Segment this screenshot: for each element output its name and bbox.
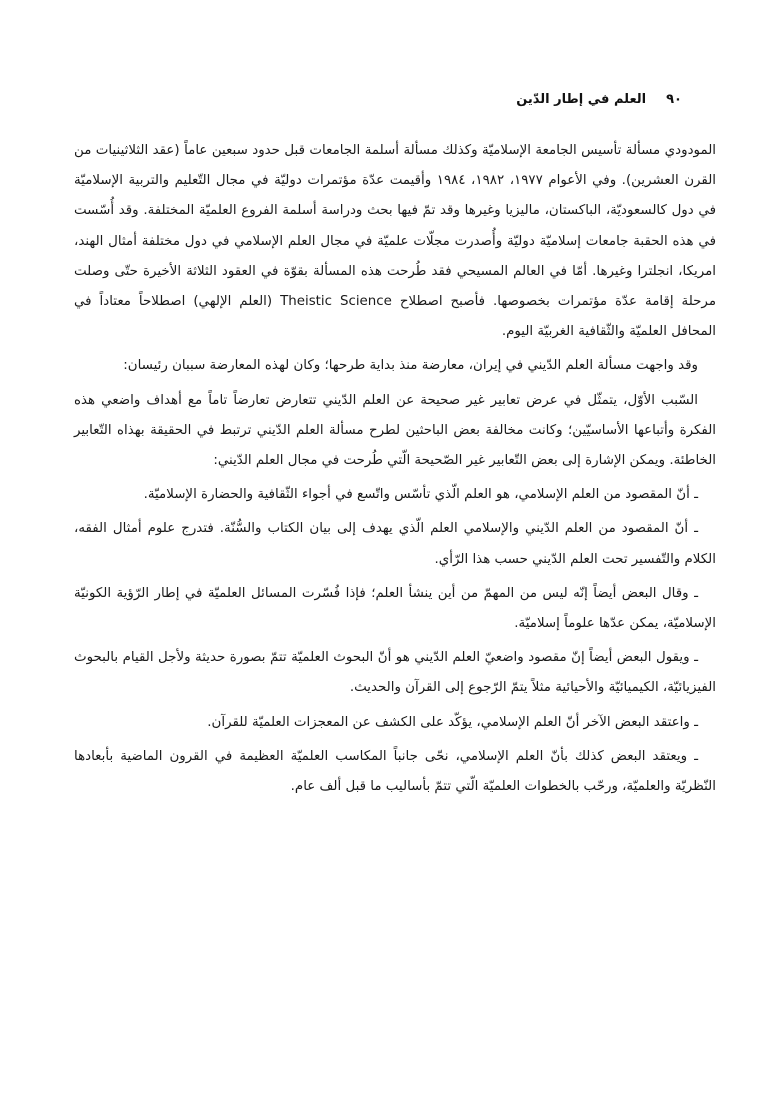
running-title: العلم في إطار الدّين — [516, 92, 647, 107]
paragraph-first-reason: السّبب الأوّل، يتمثّل في عرض تعابير غير صحيحة عن العلم الدّيني تتعارض تعارضاً تاماً مع أهداف واضعي هذه الفكرة وأتباعها الأساسيّين؛ وكانت مخالفة بعض الباحثين لطرح مسألة العلم الدّيني ترتبط في الحقيقة بهذاه التّعابير الخاطئة. ويمكن الإشارة إلى بعض التّعابير غير الصّحيحة الّتي طُرحت في مجال العلم الدّيني: — [74, 392, 716, 469]
body-text — [74, 136, 716, 806]
list-item: ـ أنّ المقصود من العلم الإسلامي، هو العلم الّذي تأسّس واتّسع في أجواء الثّقافية والحضارة الإسلاميّة. — [143, 487, 698, 503]
page-header — [516, 92, 682, 107]
list-item: ـ واعتقد البعض الآخر أنّ العلم الإسلامي، يؤكّد على الكشف عن المعجزات العلميّة للقرآن. — [207, 714, 698, 730]
paragraph-opposition: وقد واجهت مسألة العلم الدّيني في إيران، معارضة منذ بداية طرحها؛ وكان لهذه المعارضة سببان رئيسان: — [123, 358, 698, 374]
list-item: ـ ويقول البعض أيضاً إنّ مقصود واضعيّ العلم الدّيني هو أنّ البحوث العلميّة تتمّ بصورة حديثة ولأجل القيام بالبحوث الفيزيائيّة، الكيميائيّة والأحيائية مثلاً يتمّ الرّجوع إلى القرآن والحديث. — [74, 650, 716, 696]
list-item: ـ أنّ المقصود من العلم الدّيني والإسلامي العلم الّذي يهدف إلى بيان الكتاب والسُّنّة. فتدرج علوم أمثال الفقه، الكلام والتّفسير تحت العلم الدّيني حسب هذا الرّأي. — [74, 521, 716, 567]
page-number: ٩٠ — [666, 92, 682, 107]
list-item: ـ ويعتقد البعض كذلك بأنّ العلم الإسلامي، نحّى جانباً المكاسب العلميّة العظيمة في القرون الماضية بأبعادها النّظريّة والعلميّة، ورحّب بالخطوات العلميّة الّتي تتمّ بأساليب ما قبل ألف عام. — [74, 748, 716, 795]
paragraph-continuation: المودودي مسألة تأسيس الجامعة الإسلاميّة وكذلك مسألة أسلمة الجامعات قبل حدود سبعين عاماً (عقد الثلاثينيات من القرن العشرين). وفي الأعوام ١٩٧٧، ١٩٨٢، ١٩٨٤ وأقيمت عدّة مؤتمرات دوليّة في مجال التّعليم والتربية الإسلاميّة في دول كالسعوديّة، الباكستان، ماليزيا وغيرها وقد تمّ فيها بحث ودراسة أسلمة الفروع العلميّة المختلفة. وقد أُسّست في هذه الحقبة جامعات إسلاميّة دوليّة وأُصدرت مجلّات علميّة في مجال العلم الإسلامي في دول مختلفة أمثال الهند، امريكا، انجلترا وغيرها. أمّا في العالم المسيحي فقد طُرحت هذه المسألة بقوّة في العقود الثلاثة الأخيرة حتّى وصلت مرحلة إقامة عدّة مؤتمرات بخصوصها. فأصبح اصطلاح Theistic Science (العلم الإلهي) اصطلاحاً معتاداً في المحافل العلميّة والثّقافية الغربيّة اليوم. — [74, 143, 717, 340]
list-item: ـ وقال البعض أيضاً إنّه ليس من المهمّ من أين ينشأ العلم؛ فإذا فُسّرت المسائل العلميّة في إطار الرّؤية الكونيّة الإسلاميّة، يمكن عدّها علوماً إسلاميّة. — [74, 585, 716, 632]
book-page — [74, 0, 716, 1099]
